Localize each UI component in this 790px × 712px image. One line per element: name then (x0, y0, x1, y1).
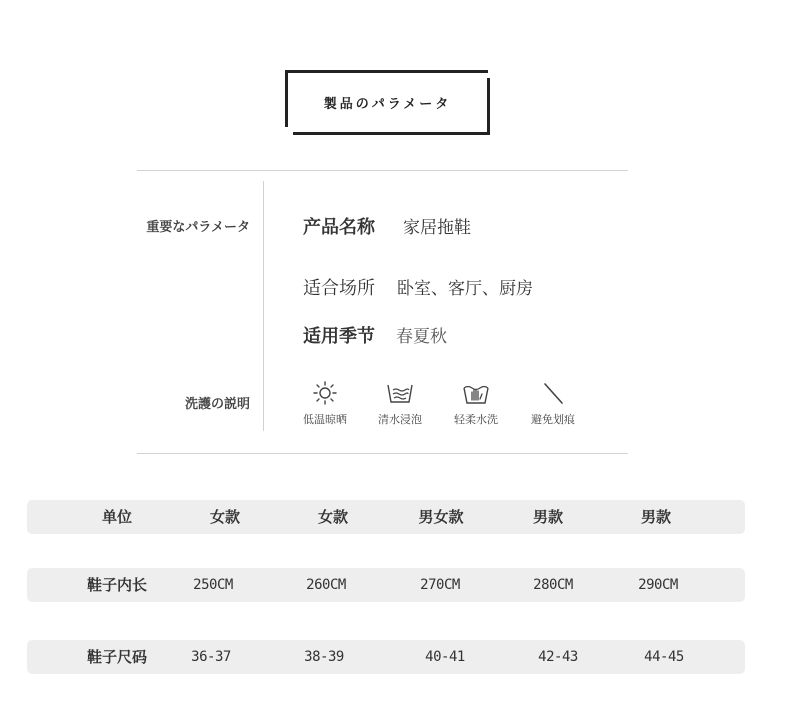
table-row-label: 鞋子内长 (86, 576, 147, 594)
bottom-divider (137, 453, 628, 454)
param-key-location: 适合场所 (303, 278, 375, 299)
table-cell: 270CM (420, 577, 460, 593)
table-row-inner-length (27, 568, 745, 602)
param-value-location: 卧室、客厅、厨房 (397, 279, 533, 299)
table-cell: 42-43 (538, 649, 578, 665)
care-item-soak (365, 380, 435, 427)
hand-wash-icon (461, 380, 491, 406)
care-item-gentle-wash (441, 380, 511, 427)
table-header-cell: 单位 (101, 508, 132, 526)
table-cell: 250CM (193, 577, 233, 593)
top-divider (137, 170, 628, 171)
care-label: 清水浸泡 (378, 413, 422, 426)
care-instructions-label: 洗護の説明 (184, 397, 250, 412)
care-item-low-temp-dry (290, 380, 360, 427)
param-key-product-name: 产品名称 (303, 217, 375, 238)
vertical-divider (263, 181, 264, 431)
table-header-cell: 女款 (209, 508, 240, 526)
table-cell: 38-39 (304, 649, 344, 665)
sun-icon (312, 380, 338, 406)
soak-basin-icon (385, 380, 415, 406)
table-header-cell: 男女款 (418, 508, 464, 526)
table-header-cell: 男款 (640, 508, 671, 526)
table-cell: 40-41 (425, 649, 465, 665)
size-table-header-row (27, 500, 745, 534)
slash-icon (540, 380, 566, 406)
table-cell: 44-45 (644, 649, 684, 665)
page-title: 製品のパラメータ (323, 97, 452, 112)
care-item-avoid-scratch (518, 380, 588, 427)
table-cell: 280CM (533, 577, 573, 593)
table-cell: 290CM (638, 577, 678, 593)
table-cell: 36-37 (191, 649, 231, 665)
care-label: 低温晾晒 (303, 413, 347, 426)
table-cell: 260CM (306, 577, 346, 593)
param-value-season: 春夏秋 (396, 327, 447, 347)
table-header-cell: 女款 (317, 508, 348, 526)
param-value-product-name: 家居拖鞋 (403, 218, 471, 238)
section-title-box (285, 70, 490, 132)
table-header-cell: 男款 (532, 508, 563, 526)
important-params-label: 重要なパラメータ (146, 220, 250, 235)
care-label: 避免划痕 (531, 413, 575, 426)
param-key-season: 适用季节 (303, 326, 375, 347)
table-row-label: 鞋子尺码 (86, 648, 147, 666)
care-label: 轻柔水洗 (454, 413, 498, 426)
table-row-shoe-size (27, 640, 745, 674)
